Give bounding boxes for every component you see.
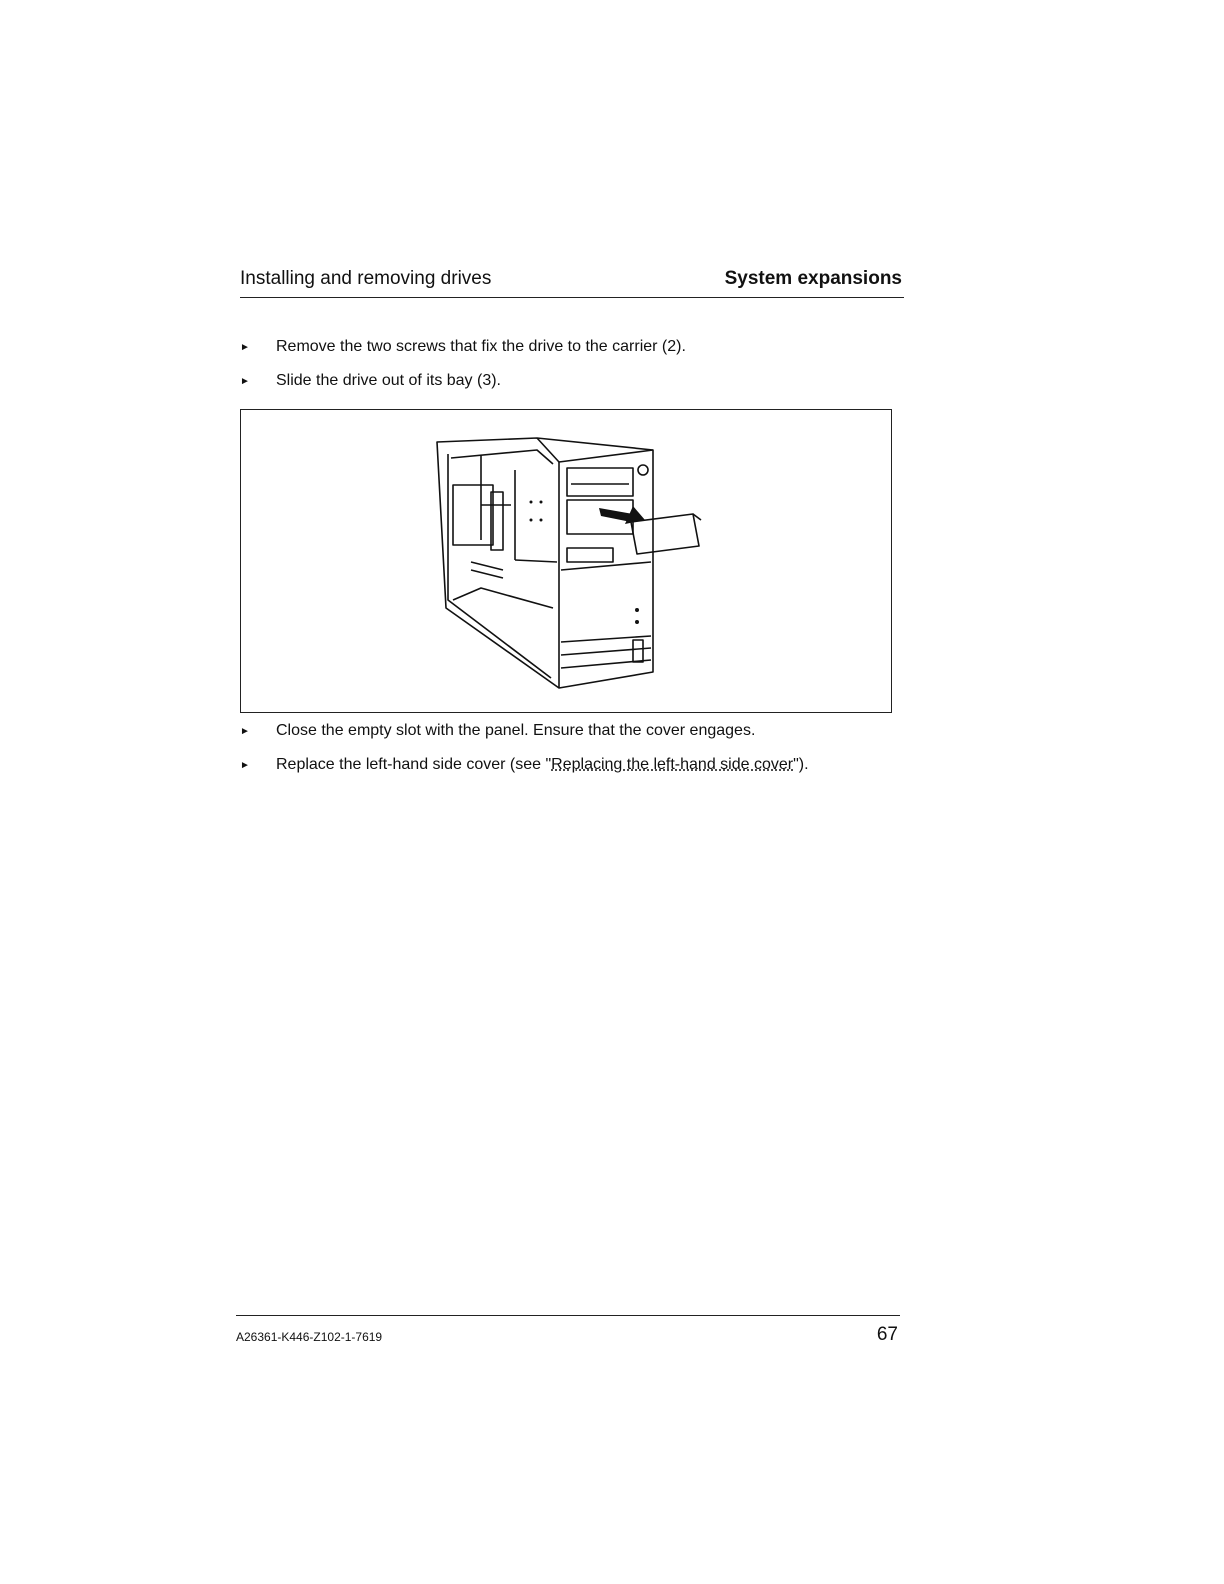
step-text-prefix: Replace the left-hand side cover (see " [276, 756, 552, 773]
pc-drive-removal-illustration [241, 410, 891, 712]
step-text-suffix: "). [793, 756, 809, 773]
step-slide-drive [240, 372, 501, 390]
bullet-arrow-icon: ► [240, 375, 250, 387]
step-replace-cover [240, 756, 809, 774]
header-rule [240, 297, 904, 298]
cross-reference-link[interactable]: Replacing the left-hand side cover [551, 756, 794, 773]
page-header-chapter: System expansions [724, 268, 902, 289]
step-remove-screws [240, 338, 686, 356]
footer-doc-id: A26361-K446-Z102-1-7619 [236, 1330, 383, 1344]
arrow-icon [599, 506, 645, 524]
step-text: Remove the two screws that fix the drive to the carrier (2). [276, 338, 686, 355]
step-close-slot [240, 722, 755, 740]
footer-rule [236, 1315, 900, 1316]
bullet-arrow-icon: ► [240, 725, 250, 737]
page-header-section: Installing and removing drives [240, 268, 492, 289]
step-text: Slide the drive out of its bay (3). [276, 372, 501, 389]
bullet-arrow-icon: ► [240, 759, 250, 771]
bullet-arrow-icon: ► [240, 341, 250, 353]
figure-frame [240, 409, 892, 713]
step-text: Close the empty slot with the panel. Ensure that the cover engages. [276, 722, 756, 739]
step-text [276, 756, 809, 774]
page-number: 67 [876, 1324, 898, 1345]
